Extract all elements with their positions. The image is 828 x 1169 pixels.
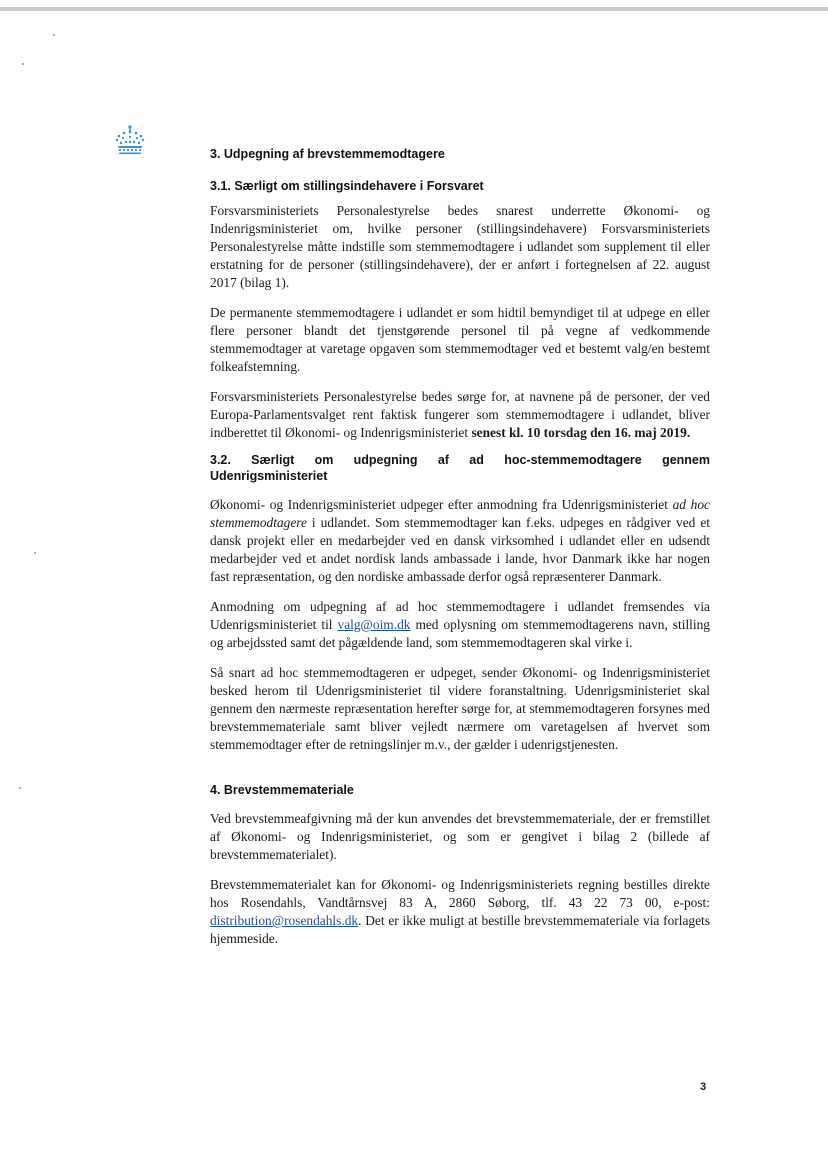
deadline-text: senest kl. 10 torsdag den 16. maj 2019.: [471, 425, 691, 440]
scan-speck: [22, 63, 24, 65]
section-3-1-heading: 3.1. Særligt om stillingsindehavere i Forsvaret: [210, 179, 484, 193]
email-link[interactable]: distribution@rosendahls.dk: [210, 913, 359, 928]
paragraph-text: . Det er ikke muligt at bestille brevstemmemateriale via forlagets hjemmeside.: [210, 913, 710, 946]
paragraph-text: Anmodning om udpegning af ad hoc stemmemodtagere i udlandet fremsendes via Udenrigsministeriet til: [210, 599, 710, 632]
emphasis-text: ad hoc stemmemodtagere: [210, 497, 710, 530]
scan-top-edge: [0, 7, 828, 11]
paragraph: [210, 496, 710, 586]
paragraph: Forsvarsministeriets Personalestyrelse bedes snarest underrette Økonomi- og Indenrigsministeriet om, hvilke personer (stillingsindehavere) Forsvarsministeriets Personalestyrelse måtte indstille som stemmemodtagere i udlandet som supplement til eller erstatning for de personer (stillingsindehavere), der er anført i fortegnelsen af 22. august 2017 (bilag 1).: [210, 203, 710, 290]
paragraph-text: med oplysning om stemmemodtagerens navn, stilling og arbejdssted samt det pågældende land, som stemmemodtageren skal virke i.: [210, 617, 711, 650]
section-4-heading: 4. Brevstemmemateriale: [210, 783, 354, 797]
scan-speck: [34, 552, 36, 554]
paragraph: [210, 876, 710, 948]
email-link[interactable]: valg@oim.dk: [337, 617, 411, 632]
paragraph: De permanente stemmemodtagere i udlandet er som hidtil bemyndiget til at udpege en eller flere personer blandt det tjenstgørende personel til på vegne af vedkommende stemmemodtager at varetage opgaven som stemmemodtager ved et bestemt valg/en bestemt folkeafstemning.: [210, 305, 710, 374]
paragraph: Så snart ad hoc stemmemodtageren er udpeget, sender Økonomi- og Indenrigsministeriet besked herom til Udenrigsministeriet til videre foranstaltning. Udenrigsministeriet skal gennem den nærmeste repræsentation herefter sørge for, at stemmemodtageren forsynes med brevstemmemateriale samt bliver vejledt nærmere om varetagelsen af hvervet som stemmemodtager efter de retningslinjer m.v., der gælder i udenrigstjenesten.: [210, 665, 710, 752]
page-number: 3: [700, 1081, 707, 1093]
crown-icon: [112, 124, 148, 156]
scan-speck: [53, 34, 55, 36]
scan-speck: [19, 787, 21, 789]
paragraph: [210, 598, 710, 652]
paragraph-text: Økonomi- og Indenrigsministeriet udpeger efter anmodning fra Udenrigsministeriet: [210, 497, 673, 512]
paragraph-text: i udlandet. Som stemmemodtager kan f.eks. udpeges en rådgiver ved et dansk projekt eller en medarbejder ved en dansk virksomhed i udlandet eller en udsendt medarbejder ved et andet nordisk lands ambassade i lande, hvor Danmark ikke har nogen fast repræsentation, og den nordiske ambassade derfor også repræsenterer Danmark.: [210, 515, 710, 584]
paragraph-text: Brevstemmematerialet kan for Økonomi- og Indenrigsministeriets regning bestilles direkte hos Rosendahls, Vandtårnsvej 83 A, 2860 Søborg, tlf. 43 22 73 00, e-post:: [210, 877, 710, 910]
paragraph: Ved brevstemmeafgivning må der kun anvendes det brevstemmemateriale, der er fremstillet af Økonomi- og Indenrigsministeriet, og som er gengivet i bilag 2 (billede af brevstemmematerialet).: [210, 811, 710, 862]
paragraph-text: Forsvarsministeriets Personalestyrelse bedes sørge for, at navnene på de personer, der ved Europa-Parlamentsvalget rent faktisk fungerer som stemmemodtagere i udlandet, bliver indberettet til Økonomi- og Indenrigsministeriet: [210, 389, 710, 440]
paragraph: [210, 388, 710, 442]
section-3-heading: 3. Udpegning af brevstemmemodtagere: [210, 147, 445, 161]
section-3-2-heading: 3.2. Særligt om udpegning af ad hoc-stemmemodtagere gennem Udenrigsministeriet: [210, 453, 710, 483]
document-body: [210, 146, 710, 948]
